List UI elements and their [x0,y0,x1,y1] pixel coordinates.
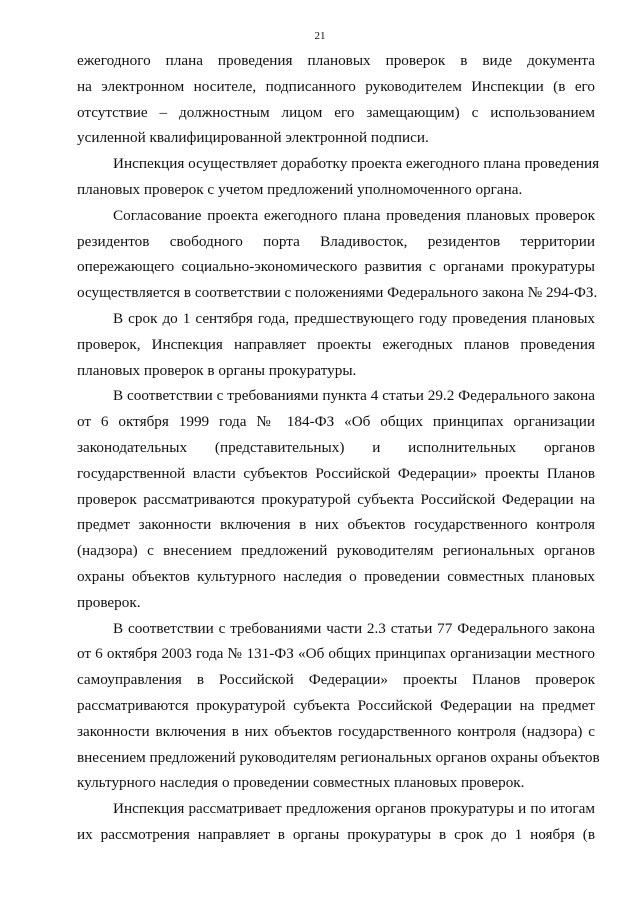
text-line: В соответствии с требованиями пункта 4 статьи 29.2 Федерального закона [113,387,595,405]
text-line: самоуправления в Российской Федерации» проекты Планов проверок [77,671,595,689]
text-line: усиленной квалифицированной электронной подписи. [77,129,429,147]
text-line: проверок. [77,593,141,611]
text-line: отсутствие – должностным лицом его замещающим) с использованием [77,103,595,121]
text-line: рассматриваются прокуратурой субъекта Российской Федерации на предмет [77,696,595,714]
text-line: предмет законности включения в них объектов государственного контроля [77,516,595,534]
text-line: законности включения в них объектов государственного контроля (надзора) с [77,722,595,740]
page-number: 21 [314,30,326,42]
text-line: (надзора) с внесением предложений руководителям региональных органов [77,542,595,560]
text-line: охраны объектов культурного наследия о проведении совместных плановых [77,567,595,585]
text-line: Согласование проекта ежегодного плана проведения плановых проверок [113,206,595,224]
text-line: осуществляется в соответствии с положениями Федерального закона № 294-ФЗ. [77,284,598,302]
text-line: плановых проверок с учетом предложений уполномоченного органа. [77,180,523,198]
text-line: культурного наследия о проведении совместных плановых проверок. [77,774,525,792]
text-line: ежегодного плана проведения плановых проверок в виде документа [77,52,595,69]
document-body [77,48,600,848]
text-line: Инспекция рассматривает предложения органов прокуратуры и по итогам [113,800,595,818]
text-line: проверок рассматриваются прокуратурой субъекта Российской Федерации на [77,490,595,508]
text-line: на электронном носителе, подписанного руководителем Инспекции (в его [77,77,595,95]
text-line: законодательных (представительных) и исполнительных органов [77,438,595,456]
text-line: от 6 октября 2003 года № 131-ФЗ «Об общих принципах организации местного [77,645,595,663]
text-line: плановых проверок в органы прокуратуры. [77,361,357,379]
text-line: резидентов свободного порта Владивосток, резидентов территории [77,232,595,250]
text-line: В соответствии с требованиями части 2.3 статьи 77 Федерального закона [113,619,595,637]
text-line: Инспекция осуществляет доработку проекта ежегодного плана проведения [113,155,600,173]
text-line: проверок, Инспекция направляет проекты ежегодных планов проведения [77,335,595,353]
text-line: их рассмотрения направляет в органы прокуратуры в срок до 1 ноября (в [77,825,595,843]
text-line: внесением предложений руководителям региональных органов охраны объектов [77,748,600,766]
text-line: опережающего социально-экономического развития с органами прокуратуры [77,258,595,276]
text-line: В срок до 1 сентября года, предшествующего году проведения плановых [113,309,595,327]
text-line: от 6 октября 1999 года № 184-ФЗ «Об общих принципах организации [77,413,595,431]
text-line: государственной власти субъектов Российской Федерации» проекты Планов [77,464,595,482]
